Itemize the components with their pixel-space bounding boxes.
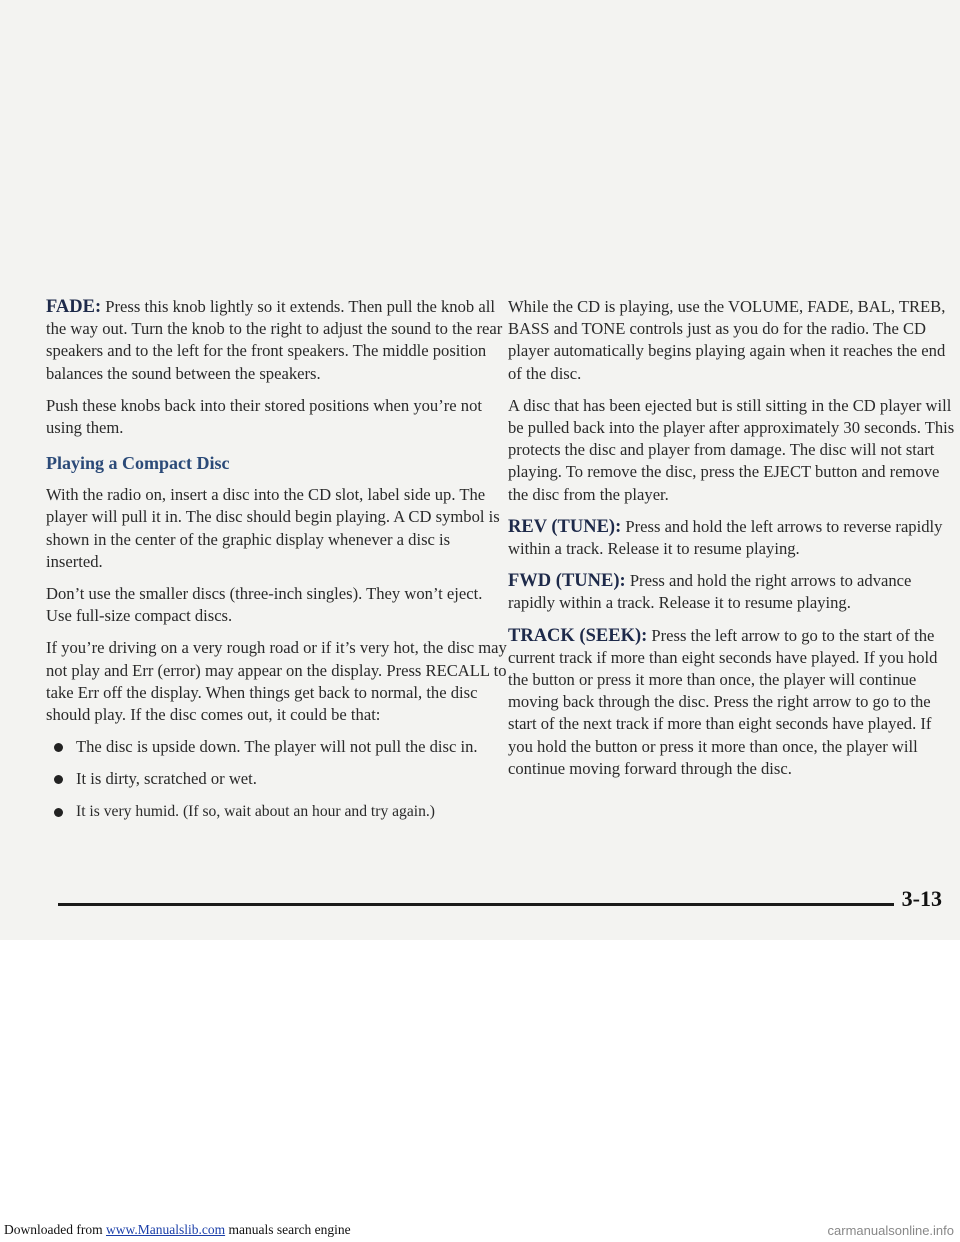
list-item-text: It is very humid. (If so, wait about an hour and try again.) — [76, 802, 435, 820]
rev-paragraph — [508, 516, 956, 560]
list-item — [46, 801, 508, 823]
rev-text: Press and hold the left arrows to reverse rapidly within a track. Release it to resume playing. — [508, 516, 943, 559]
right-column — [508, 296, 956, 790]
list-item — [46, 768, 508, 790]
fwd-text: Press and hold the right arrows to advance rapidly within a track. Release it to resume playing. — [508, 571, 912, 613]
track-text: Press the left arrow to go to the start of the current track if more than eight seconds have played. If you hold the button or press it more than once, the player will continue moving back through the disc. Press the right arrow to go to the start of the next track if more than eight seconds have played. If you hold the button or press it more than once, the player will continue moving forward through the disc. — [508, 625, 938, 778]
footer-rule — [58, 903, 940, 906]
manualslib-link[interactable]: www.Manualslib.com — [105, 1222, 226, 1237]
bullet-icon — [54, 743, 63, 752]
track-term: TRACK (SEEK): — [508, 625, 648, 646]
list-item — [46, 736, 508, 758]
rough-road-paragraph: If you’re driving on a very rough road or if it’s very hot, the disc may not play and Err (error) may appear on the display. Press RECALL to take Err off the display. When things get back to normal, the disc should play. If the disc comes out, it could be that: — [46, 638, 507, 725]
rev-term: REV (TUNE): — [508, 516, 622, 537]
watermark: carmanualsonline.info — [827, 1223, 954, 1238]
track-paragraph — [508, 625, 956, 780]
insert-disc-paragraph: With the radio on, insert a disc into the CD slot, label side up. The player will pull it in. The disc should begin playing. A CD symbol is shown in the center of the graphic display whenever a disc is inserted. — [46, 485, 500, 571]
left-column — [46, 296, 508, 833]
fwd-term: FWD (TUNE): — [508, 571, 626, 592]
bullet-icon — [54, 775, 63, 784]
list-item-text: It is dirty, scratched or wet. — [76, 769, 257, 789]
ejected-disc-paragraph: A disc that has been ejected but is still sitting in the CD player will be pulled back into the player after approximately 30 seconds. This protects the disc and player from damage. The disc will not start playing. To remove the disc, press the EJECT button and remove the disc from the player. — [508, 395, 955, 504]
bullet-icon — [54, 808, 63, 817]
fwd-paragraph — [508, 570, 956, 614]
disc-problem-list — [46, 736, 508, 823]
footer-suffix: manuals search engine — [225, 1222, 351, 1237]
small-discs-paragraph: Don’t use the smaller discs (three-inch singles). They won’t eject. Use full-size compact discs. — [46, 584, 483, 626]
fade-paragraph — [46, 296, 508, 385]
cd-controls-paragraph: While the CD is playing, use the VOLUME, FADE, BAL, TREB, BASS and TONE controls just as you do for the radio. The CD player automatically begins playing again when it reaches the end of the disc. — [508, 297, 946, 383]
footer-prefix: Downloaded from — [4, 1222, 106, 1237]
section-heading: Playing a Compact Disc — [46, 453, 230, 474]
download-footer — [4, 1222, 351, 1238]
fade-text: Press this knob lightly so it extends. Then pull the knob all the way out. Turn the knob to the right to adjust the sound to the rear speakers and to the left for the front speakers. The middle position balances the sound between the speakers. — [46, 297, 503, 383]
stored-positions-paragraph: Push these knobs back into their stored positions when you’re not using them. — [46, 395, 482, 438]
list-item-text: The disc is upside down. The player will not pull the disc in. — [76, 737, 478, 757]
fade-term: FADE: — [46, 297, 102, 317]
page-number: 3-13 — [894, 886, 942, 912]
